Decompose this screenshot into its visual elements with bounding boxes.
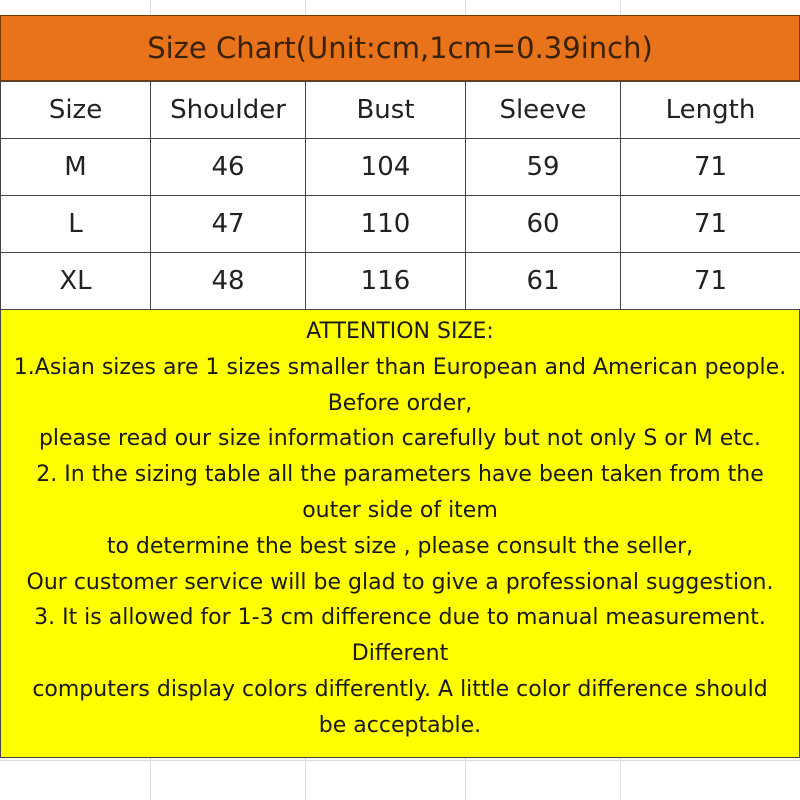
table-cell: 104: [306, 139, 466, 196]
table-cell: 110: [306, 196, 466, 253]
header-length: Length: [621, 82, 800, 139]
notice-line: 2. In the sizing table all the parameters have been taken from the: [36, 462, 764, 488]
notice-line: Different: [351, 641, 449, 667]
table-cell: 59: [466, 139, 621, 196]
notice-line: 1.Asian sizes are 1 sizes smaller than European and American people.: [13, 354, 787, 380]
table-header-row: [1, 82, 800, 139]
size-table: [0, 81, 800, 310]
notice-line: Before order,: [327, 390, 473, 416]
header-sleeve: Sleeve: [466, 82, 621, 139]
table-cell: 61: [466, 253, 621, 310]
table-cell: L: [1, 196, 151, 253]
size-chart: [0, 15, 800, 758]
table-cell: 60: [466, 196, 621, 253]
notice-line: Our customer service will be glad to give a professional suggestion.: [26, 569, 774, 595]
table-cell: 116: [306, 253, 466, 310]
table-cell: 46: [151, 139, 306, 196]
notice-line: to determine the best size , please consult the seller,: [106, 533, 694, 559]
header-size: Size: [1, 82, 151, 139]
table-cell: M: [1, 139, 151, 196]
table-row: [1, 196, 800, 253]
header-shoulder: Shoulder: [151, 82, 306, 139]
notice-heading: ATTENTION SIZE:: [306, 319, 494, 344]
notice-line: outer side of item: [302, 497, 498, 523]
table-row: [1, 139, 800, 196]
notice-line: computers display colors differently. A little color difference should: [32, 676, 768, 702]
table-cell: 71: [621, 139, 800, 196]
table-cell: 47: [151, 196, 306, 253]
attention-notice: [0, 310, 800, 758]
chart-title: Size Chart(Unit:cm,1cm=0.39inch): [0, 15, 800, 81]
notice-line: 3. It is allowed for 1-3 cm difference due to manual measurement.: [34, 605, 766, 631]
notice-line: please read our size information carefully but not only S or M etc.: [38, 426, 762, 452]
table-row: [1, 253, 800, 310]
table-cell: 71: [621, 253, 800, 310]
table-cell: 48: [151, 253, 306, 310]
header-bust: Bust: [306, 82, 466, 139]
table-cell: XL: [1, 253, 151, 310]
table-cell: 71: [621, 196, 800, 253]
notice-line: be acceptable.: [318, 712, 482, 738]
